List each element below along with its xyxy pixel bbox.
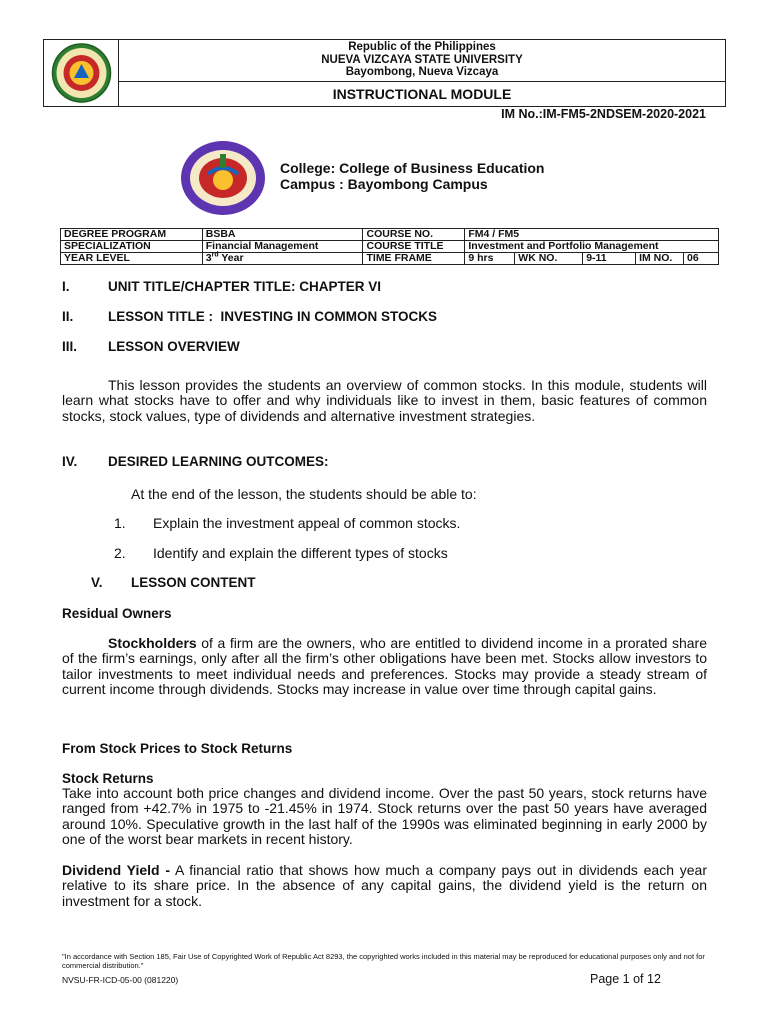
stock-prices-heading: From Stock Prices to Stock Returns xyxy=(62,741,293,756)
section-1-title: UNIT TITLE/CHAPTER TITLE: CHAPTER VI xyxy=(108,279,381,294)
dividend-yield-text: A financial ratio that shows how much a company pays out in dividends each year relative to its share price. In the absence of any capital gains, the dividend yield is the return on investment for a stock. xyxy=(62,862,707,909)
module-title: INSTRUCTIONAL MODULE xyxy=(332,86,512,102)
page-number: Page 1 of 12 xyxy=(590,972,661,986)
specialization-value: Financial Management xyxy=(202,241,363,253)
outcome-1-text: Explain the investment appeal of common stocks. xyxy=(153,515,461,531)
year-level-sup: rd xyxy=(211,251,219,259)
course-title-value: Investment and Portfolio Management xyxy=(465,241,719,253)
wk-no-label: WK NO. xyxy=(515,253,583,265)
year-level-value xyxy=(202,253,363,265)
specialization-label: SPECIALIZATION xyxy=(61,241,203,253)
section-3-number: III. xyxy=(62,339,78,354)
stockholders-term: Stockholders xyxy=(108,635,197,651)
section-5-title: LESSON CONTENT xyxy=(131,575,256,590)
im-no-label: IM NO. xyxy=(636,253,684,265)
table-row xyxy=(61,241,719,253)
header-republic: Republic of the Philippines xyxy=(348,41,496,53)
table-row xyxy=(61,253,719,265)
wk-no-value: 9-11 xyxy=(583,253,636,265)
outcome-1-number: 1. xyxy=(114,515,126,531)
year-level-word: Year xyxy=(218,252,244,264)
course-info-table xyxy=(60,228,719,265)
residual-owners-heading: Residual Owners xyxy=(62,606,172,621)
stockholders-text: of a firm are the owners, who are entitled to dividend income in a prorated share of the firm’s earnings, only after all the firm’s other obligations have been met. Stocks allow investors to tailor investments to meet individual needs and preferences. Stocks may provide a steady stream of current income through dividends. Stocks may increase in value over time through capital gains. xyxy=(62,635,707,698)
section-3-title: LESSON OVERVIEW xyxy=(108,339,240,354)
outcomes-intro: At the end of the lesson, the students should be able to: xyxy=(131,486,477,502)
university-logo-cell xyxy=(44,40,119,106)
course-title-label: COURSE TITLE xyxy=(363,241,465,253)
table-row xyxy=(61,229,719,241)
dividend-yield-paragraph xyxy=(62,863,707,909)
section-4-number: IV. xyxy=(62,454,78,469)
time-frame-value: 9 hrs xyxy=(465,253,515,265)
degree-program-label: DEGREE PROGRAM xyxy=(61,229,203,241)
college-block xyxy=(280,160,544,192)
im-no-value: 06 xyxy=(684,253,719,265)
year-level-num: 3 xyxy=(205,252,212,264)
course-no-value: FM4 / FM5 xyxy=(465,229,719,241)
college-logo-icon xyxy=(180,140,266,216)
time-frame-label: TIME FRAME xyxy=(363,253,465,265)
list-item xyxy=(114,545,614,561)
outcome-2-text: Identify and explain the different types of stocks xyxy=(153,545,448,561)
stock-returns-paragraph: Take into account both price changes and dividend income. Over the past 50 years, stock returns have ranged from +42.7% in 1975 to -21.45% in 1974. Stock returns over the past 50 years have averaged around 10%. Speculative growth in the last half of the 1990s was eliminated beginning in early 2000 by one of the worst bear markets in recent history. xyxy=(62,785,707,848)
outcome-2-number: 2. xyxy=(114,545,126,561)
copyright-notice: "In accordance with Section 185, Fair Use of Copyrighted Work of Republic Act 8293, the copyrighted works included in this material may be reproduced for educational purposes only and not for commercial distribution." xyxy=(62,952,705,970)
header-university: NUEVA VIZCAYA STATE UNIVERSITY xyxy=(321,53,523,66)
header-location: Bayombong, Nueva Vizcaya xyxy=(345,66,499,78)
list-item xyxy=(114,515,614,531)
form-code: NVSU-FR-ICD-05-00 (081220) xyxy=(62,975,179,985)
section-4-title: DESIRED LEARNING OUTCOMES: xyxy=(108,454,329,469)
degree-program-value: BSBA xyxy=(202,229,363,241)
course-no-label: COURSE NO. xyxy=(363,229,465,241)
header-institution xyxy=(119,40,725,82)
section-1-number: I. xyxy=(62,279,70,294)
dividend-yield-term: Dividend Yield - xyxy=(62,862,170,878)
section-2-number: II. xyxy=(62,309,74,324)
section-5-number: V. xyxy=(91,575,103,590)
year-level-label: YEAR LEVEL xyxy=(61,253,203,265)
im-number: IM No.:IM-FM5-2NDSEM-2020-2021 xyxy=(501,107,706,121)
overview-paragraph: This lesson provides the students an overview of common stocks. In this module, students will learn what stocks have to offer and why individuals like to invest in them, basic features of common stocks, stock values, type of dividends and alternative investment strategies. xyxy=(62,377,707,424)
campus-name: Campus : Bayombong Campus xyxy=(280,176,488,192)
stock-returns-heading: Stock Returns xyxy=(62,771,154,786)
college-name: College: College of Business Education xyxy=(280,160,545,176)
stockholders-paragraph xyxy=(62,636,707,698)
section-2-title: LESSON TITLE : INVESTING IN COMMON STOCKS xyxy=(108,309,438,324)
header-box xyxy=(43,39,726,107)
university-seal-icon xyxy=(44,40,119,106)
